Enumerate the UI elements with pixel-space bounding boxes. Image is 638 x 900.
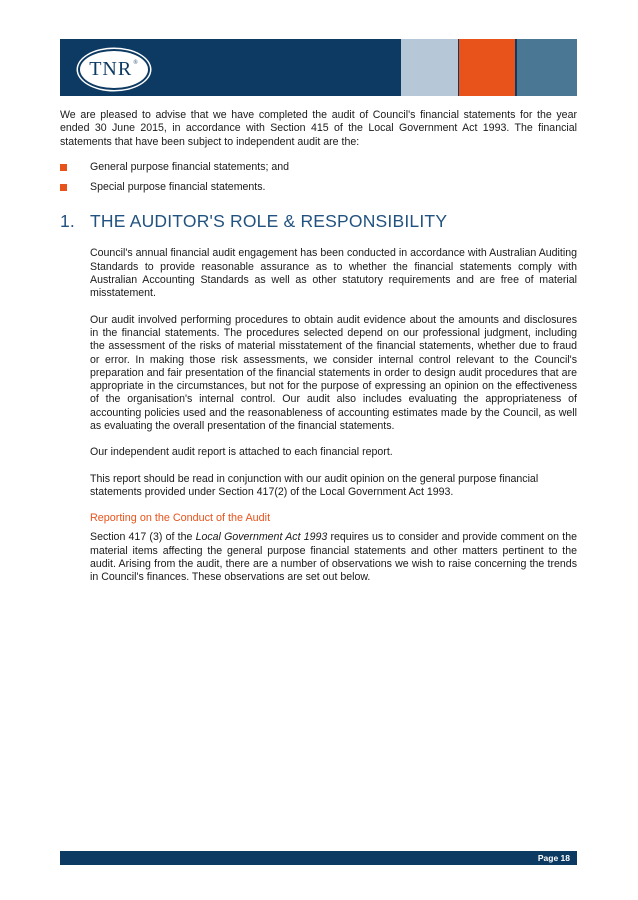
statements-list: [60, 161, 577, 195]
section-heading: [60, 211, 577, 232]
header-block-light-blue: [401, 39, 458, 96]
tnr-logo: [78, 49, 150, 90]
subheading: Reporting on the Conduct of the Audit: [90, 512, 271, 525]
bullet-square-icon: [60, 164, 67, 171]
paragraph: Council's annual financial audit engagement has been conducted in accordance with Australian Auditing Standards to provide reasonable assurance as to whether the financial statements comply with Australian Accounting Standards as well as other statutory requirements and are free of material misstatement.: [90, 247, 577, 300]
document-body: [60, 109, 577, 597]
paragraph: Our audit involved performing procedures to obtain audit evidence about the amounts and disclosures in the financial statements. The procedures selected depend on our professional judgment, including the assessment of the risks of material misstatement of the financial statements, whether due to fraud or error. In making those risk assessments, we consider internal control relevant to the Council's preparation and fair presentation of the financial statements in order to design audit procedures that are appropriate in the circumstances, but not for the purpose of expressing an opinion on the effectiveness of the organisation's internal control. Our audit also includes evaluating the appropriateness of accounting policies used and the reasonableness of accounting estimates made by the Council, as well as evaluating the overall presentation of the financial statements.: [90, 313, 577, 433]
closing-paragraph: Section 417 (3) of the Local Government Act 1993 requires us to consider and provide comment on the material items affecting the general purpose financial statements and other matters pertinent to the audit. Arising from the audit, there are a number of observations we wish to raise concerning the trends in Council's finances. These observations are set out below.: [90, 531, 577, 584]
intro-paragraph: We are pleased to advise that we have completed the audit of Council's financial statements for the year ended 30 June 2015, in accordance with Section 415 of the Local Government Act 1993. The financial statements that have been subject to independent audit are the:: [60, 109, 577, 148]
header-block-orange: [459, 39, 515, 96]
act-name: Local Government Act 1993: [195, 531, 328, 544]
section-content: [90, 247, 577, 584]
paragraph: Our independent audit report is attached to each financial report.: [90, 446, 393, 459]
section-title: THE AUDITOR'S ROLE & RESPONSIBILITY: [90, 211, 448, 232]
page-number: Page 18: [537, 853, 570, 863]
registered-mark: ®: [133, 60, 139, 66]
bullet-square-icon: [60, 184, 67, 191]
header-banner: [60, 39, 577, 96]
list-item-text: General purpose financial statements; and: [90, 160, 290, 173]
list-item-text: Special purpose financial statements.: [90, 181, 266, 194]
list-item: [60, 181, 577, 194]
paragraph: This report should be read in conjunction with our audit opinion on the general purpose financial statements provided under Section 417(2) of the Local Government Act 1993.: [90, 472, 539, 498]
section-number: 1.: [60, 211, 75, 232]
footer-banner: [60, 851, 577, 865]
list-item: [60, 161, 577, 174]
header-block-steel-blue: [517, 39, 577, 96]
logo-text: TNR: [89, 58, 133, 80]
